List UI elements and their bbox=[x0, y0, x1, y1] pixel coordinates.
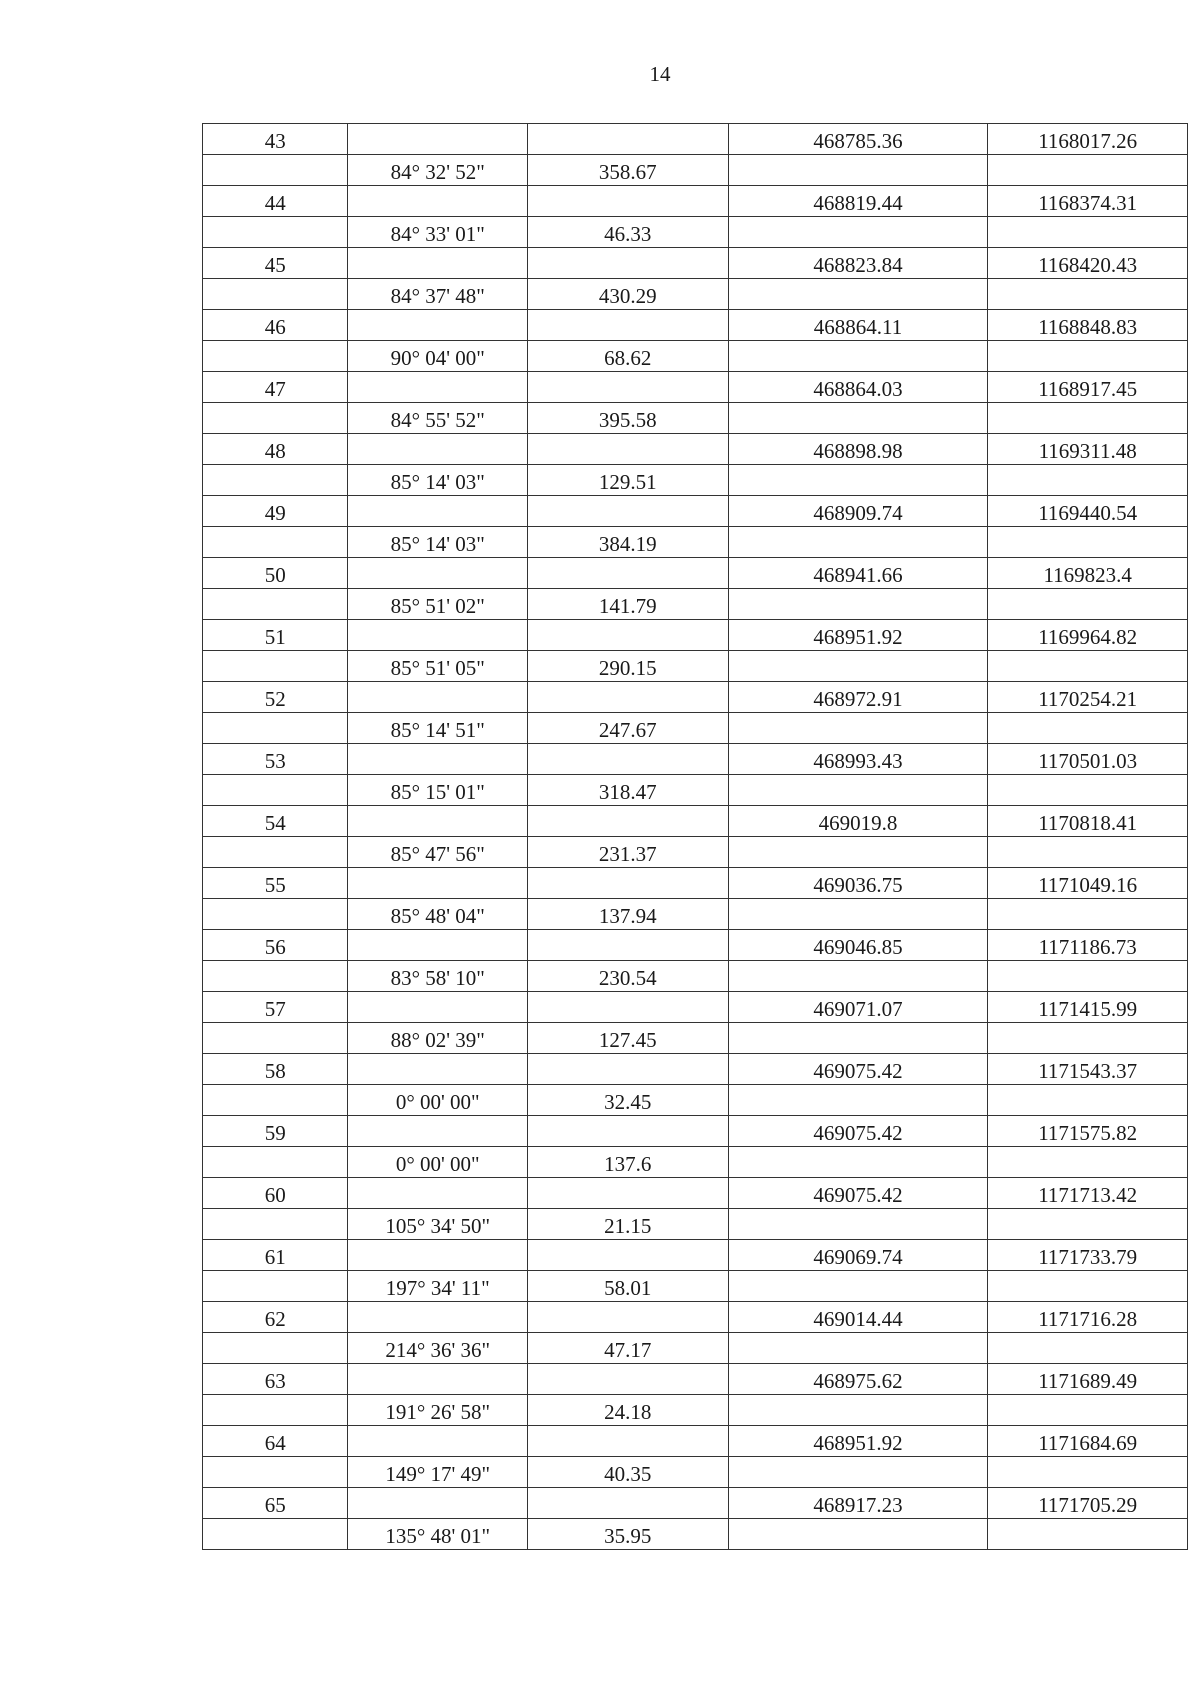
cell-bearing bbox=[348, 806, 528, 837]
segment-row bbox=[203, 1209, 1188, 1240]
cell-x bbox=[728, 1519, 988, 1550]
point-row bbox=[203, 496, 1188, 527]
cell-bearing: 0° 00' 00" bbox=[348, 1147, 528, 1178]
cell-distance bbox=[527, 1426, 728, 1457]
cell-bearing: 84° 33' 01" bbox=[348, 217, 528, 248]
cell-y bbox=[988, 651, 1188, 682]
cell-distance bbox=[527, 868, 728, 899]
cell-x bbox=[728, 651, 988, 682]
segment-row bbox=[203, 403, 1188, 434]
cell-y bbox=[988, 341, 1188, 372]
cell-point: 51 bbox=[203, 620, 348, 651]
page-number: 14 bbox=[649, 62, 671, 86]
segment-row bbox=[203, 1457, 1188, 1488]
cell-point: 43 bbox=[203, 124, 348, 155]
cell-point bbox=[203, 651, 348, 682]
cell-x: 469014.44 bbox=[728, 1302, 988, 1333]
segment-row bbox=[203, 899, 1188, 930]
cell-y: 1171705.29 bbox=[988, 1488, 1188, 1519]
cell-bearing: 85° 48' 04" bbox=[348, 899, 528, 930]
segment-row bbox=[203, 341, 1188, 372]
cell-y bbox=[988, 961, 1188, 992]
cell-x bbox=[728, 217, 988, 248]
cell-bearing bbox=[348, 744, 528, 775]
cell-y: 1171713.42 bbox=[988, 1178, 1188, 1209]
point-row bbox=[203, 682, 1188, 713]
cell-distance: 21.15 bbox=[527, 1209, 728, 1240]
cell-point bbox=[203, 279, 348, 310]
point-row bbox=[203, 744, 1188, 775]
segment-row bbox=[203, 589, 1188, 620]
cell-bearing: 84° 32' 52" bbox=[348, 155, 528, 186]
cell-bearing bbox=[348, 186, 528, 217]
cell-x bbox=[728, 527, 988, 558]
point-row bbox=[203, 1240, 1188, 1271]
cell-point bbox=[203, 1023, 348, 1054]
segment-row bbox=[203, 1085, 1188, 1116]
cell-x bbox=[728, 341, 988, 372]
cell-point: 57 bbox=[203, 992, 348, 1023]
segment-row bbox=[203, 527, 1188, 558]
cell-bearing bbox=[348, 1178, 528, 1209]
segment-row bbox=[203, 651, 1188, 682]
cell-bearing: 85° 15' 01" bbox=[348, 775, 528, 806]
cell-point bbox=[203, 527, 348, 558]
cell-bearing bbox=[348, 1488, 528, 1519]
cell-x: 469046.85 bbox=[728, 930, 988, 961]
cell-bearing bbox=[348, 248, 528, 279]
cell-x bbox=[728, 713, 988, 744]
cell-x: 469019.8 bbox=[728, 806, 988, 837]
cell-x bbox=[728, 1333, 988, 1364]
cell-x bbox=[728, 403, 988, 434]
cell-distance: 129.51 bbox=[527, 465, 728, 496]
cell-x bbox=[728, 837, 988, 868]
cell-bearing: 191° 26' 58" bbox=[348, 1395, 528, 1426]
cell-point: 54 bbox=[203, 806, 348, 837]
cell-bearing: 135° 48' 01" bbox=[348, 1519, 528, 1550]
cell-y: 1171186.73 bbox=[988, 930, 1188, 961]
cell-point bbox=[203, 837, 348, 868]
cell-distance: 58.01 bbox=[527, 1271, 728, 1302]
cell-x bbox=[728, 1023, 988, 1054]
cell-y bbox=[988, 899, 1188, 930]
cell-y: 1168017.26 bbox=[988, 124, 1188, 155]
cell-y bbox=[988, 713, 1188, 744]
segment-row bbox=[203, 1395, 1188, 1426]
cell-bearing: 0° 00' 00" bbox=[348, 1085, 528, 1116]
cell-bearing: 88° 02' 39" bbox=[348, 1023, 528, 1054]
cell-x: 468941.66 bbox=[728, 558, 988, 589]
cell-point bbox=[203, 465, 348, 496]
cell-point bbox=[203, 1333, 348, 1364]
cell-x: 468864.11 bbox=[728, 310, 988, 341]
cell-distance: 247.67 bbox=[527, 713, 728, 744]
cell-y bbox=[988, 1519, 1188, 1550]
cell-distance bbox=[527, 806, 728, 837]
cell-distance: 137.94 bbox=[527, 899, 728, 930]
cell-bearing: 214° 36' 36" bbox=[348, 1333, 528, 1364]
point-row bbox=[203, 186, 1188, 217]
point-row bbox=[203, 992, 1188, 1023]
coordinate-table-body bbox=[203, 124, 1188, 1550]
cell-distance bbox=[527, 1054, 728, 1085]
cell-x: 468951.92 bbox=[728, 1426, 988, 1457]
cell-bearing: 85° 51' 02" bbox=[348, 589, 528, 620]
cell-y bbox=[988, 1023, 1188, 1054]
cell-x: 469036.75 bbox=[728, 868, 988, 899]
point-row bbox=[203, 1302, 1188, 1333]
cell-y: 1171684.69 bbox=[988, 1426, 1188, 1457]
cell-y: 1169311.48 bbox=[988, 434, 1188, 465]
cell-bearing bbox=[348, 1364, 528, 1395]
cell-distance: 137.6 bbox=[527, 1147, 728, 1178]
point-row bbox=[203, 1054, 1188, 1085]
cell-y: 1171575.82 bbox=[988, 1116, 1188, 1147]
cell-distance: 40.35 bbox=[527, 1457, 728, 1488]
cell-distance: 384.19 bbox=[527, 527, 728, 558]
cell-y: 1169823.4 bbox=[988, 558, 1188, 589]
cell-bearing: 149° 17' 49" bbox=[348, 1457, 528, 1488]
cell-point bbox=[203, 1457, 348, 1488]
cell-x: 468909.74 bbox=[728, 496, 988, 527]
cell-distance: 127.45 bbox=[527, 1023, 728, 1054]
point-row bbox=[203, 1488, 1188, 1519]
segment-row bbox=[203, 1519, 1188, 1550]
cell-distance bbox=[527, 620, 728, 651]
cell-distance bbox=[527, 1240, 728, 1271]
cell-y bbox=[988, 155, 1188, 186]
cell-bearing bbox=[348, 620, 528, 651]
cell-point: 52 bbox=[203, 682, 348, 713]
segment-row bbox=[203, 1147, 1188, 1178]
cell-y bbox=[988, 527, 1188, 558]
cell-point: 44 bbox=[203, 186, 348, 217]
cell-y: 1171716.28 bbox=[988, 1302, 1188, 1333]
segment-row bbox=[203, 217, 1188, 248]
segment-row bbox=[203, 775, 1188, 806]
cell-y bbox=[988, 837, 1188, 868]
cell-y bbox=[988, 465, 1188, 496]
cell-bearing: 105° 34' 50" bbox=[348, 1209, 528, 1240]
cell-distance: 35.95 bbox=[527, 1519, 728, 1550]
cell-y: 1171543.37 bbox=[988, 1054, 1188, 1085]
cell-point: 49 bbox=[203, 496, 348, 527]
point-row bbox=[203, 1116, 1188, 1147]
cell-x: 469075.42 bbox=[728, 1178, 988, 1209]
cell-x bbox=[728, 899, 988, 930]
cell-point: 50 bbox=[203, 558, 348, 589]
cell-x: 468972.91 bbox=[728, 682, 988, 713]
cell-point: 63 bbox=[203, 1364, 348, 1395]
cell-y bbox=[988, 1457, 1188, 1488]
cell-y: 1169440.54 bbox=[988, 496, 1188, 527]
segment-row bbox=[203, 1333, 1188, 1364]
cell-point: 53 bbox=[203, 744, 348, 775]
cell-point: 48 bbox=[203, 434, 348, 465]
cell-x bbox=[728, 1147, 988, 1178]
cell-y bbox=[988, 775, 1188, 806]
cell-point: 64 bbox=[203, 1426, 348, 1457]
cell-y bbox=[988, 217, 1188, 248]
cell-bearing bbox=[348, 930, 528, 961]
segment-row bbox=[203, 465, 1188, 496]
cell-x: 468993.43 bbox=[728, 744, 988, 775]
cell-y: 1171415.99 bbox=[988, 992, 1188, 1023]
cell-bearing bbox=[348, 992, 528, 1023]
cell-x: 468785.36 bbox=[728, 124, 988, 155]
cell-bearing bbox=[348, 682, 528, 713]
point-row bbox=[203, 434, 1188, 465]
cell-point bbox=[203, 775, 348, 806]
cell-point: 59 bbox=[203, 1116, 348, 1147]
cell-bearing bbox=[348, 1116, 528, 1147]
cell-point bbox=[203, 589, 348, 620]
cell-point bbox=[203, 713, 348, 744]
cell-x bbox=[728, 1209, 988, 1240]
cell-x: 468917.23 bbox=[728, 1488, 988, 1519]
point-row bbox=[203, 868, 1188, 899]
coordinate-table bbox=[202, 123, 1188, 1550]
cell-bearing bbox=[348, 1302, 528, 1333]
cell-y: 1168917.45 bbox=[988, 372, 1188, 403]
cell-x: 469075.42 bbox=[728, 1116, 988, 1147]
segment-row bbox=[203, 713, 1188, 744]
cell-x bbox=[728, 1085, 988, 1116]
point-row bbox=[203, 124, 1188, 155]
cell-bearing bbox=[348, 496, 528, 527]
cell-distance bbox=[527, 992, 728, 1023]
segment-row bbox=[203, 961, 1188, 992]
cell-x: 468898.98 bbox=[728, 434, 988, 465]
cell-distance bbox=[527, 372, 728, 403]
cell-point: 62 bbox=[203, 1302, 348, 1333]
cell-bearing bbox=[348, 1426, 528, 1457]
cell-bearing bbox=[348, 310, 528, 341]
cell-point bbox=[203, 1271, 348, 1302]
cell-distance: 230.54 bbox=[527, 961, 728, 992]
cell-distance: 141.79 bbox=[527, 589, 728, 620]
cell-distance bbox=[527, 434, 728, 465]
point-row bbox=[203, 1364, 1188, 1395]
cell-y bbox=[988, 1085, 1188, 1116]
cell-point bbox=[203, 1209, 348, 1240]
cell-y bbox=[988, 1271, 1188, 1302]
cell-distance bbox=[527, 558, 728, 589]
cell-point bbox=[203, 155, 348, 186]
cell-distance bbox=[527, 682, 728, 713]
segment-row bbox=[203, 837, 1188, 868]
point-row bbox=[203, 310, 1188, 341]
cell-y: 1168420.43 bbox=[988, 248, 1188, 279]
cell-bearing: 85° 51' 05" bbox=[348, 651, 528, 682]
cell-distance: 24.18 bbox=[527, 1395, 728, 1426]
cell-y: 1170501.03 bbox=[988, 744, 1188, 775]
point-row bbox=[203, 1426, 1188, 1457]
cell-point: 55 bbox=[203, 868, 348, 899]
point-row bbox=[203, 248, 1188, 279]
cell-y: 1168374.31 bbox=[988, 186, 1188, 217]
cell-point bbox=[203, 403, 348, 434]
segment-row bbox=[203, 279, 1188, 310]
cell-bearing bbox=[348, 558, 528, 589]
cell-bearing bbox=[348, 1240, 528, 1271]
cell-bearing bbox=[348, 124, 528, 155]
cell-y: 1168848.83 bbox=[988, 310, 1188, 341]
cell-y bbox=[988, 1333, 1188, 1364]
cell-x bbox=[728, 1395, 988, 1426]
cell-y bbox=[988, 1209, 1188, 1240]
cell-y: 1170818.41 bbox=[988, 806, 1188, 837]
point-row bbox=[203, 1178, 1188, 1209]
cell-distance: 430.29 bbox=[527, 279, 728, 310]
cell-distance bbox=[527, 1178, 728, 1209]
cell-distance: 68.62 bbox=[527, 341, 728, 372]
cell-bearing: 197° 34' 11" bbox=[348, 1271, 528, 1302]
cell-y: 1171689.49 bbox=[988, 1364, 1188, 1395]
cell-x bbox=[728, 465, 988, 496]
cell-y bbox=[988, 1147, 1188, 1178]
cell-x bbox=[728, 775, 988, 806]
cell-distance bbox=[527, 1364, 728, 1395]
cell-bearing bbox=[348, 868, 528, 899]
cell-bearing: 85° 14' 03" bbox=[348, 465, 528, 496]
cell-y bbox=[988, 589, 1188, 620]
cell-y bbox=[988, 403, 1188, 434]
cell-point bbox=[203, 961, 348, 992]
cell-bearing: 84° 37' 48" bbox=[348, 279, 528, 310]
cell-distance bbox=[527, 930, 728, 961]
cell-point: 65 bbox=[203, 1488, 348, 1519]
cell-x: 468823.84 bbox=[728, 248, 988, 279]
cell-y: 1170254.21 bbox=[988, 682, 1188, 713]
cell-bearing bbox=[348, 434, 528, 465]
point-row bbox=[203, 620, 1188, 651]
cell-x: 469075.42 bbox=[728, 1054, 988, 1085]
cell-point bbox=[203, 1395, 348, 1426]
cell-y: 1171049.16 bbox=[988, 868, 1188, 899]
cell-bearing bbox=[348, 1054, 528, 1085]
cell-bearing: 85° 47' 56" bbox=[348, 837, 528, 868]
cell-y: 1171733.79 bbox=[988, 1240, 1188, 1271]
cell-distance: 47.17 bbox=[527, 1333, 728, 1364]
cell-point: 47 bbox=[203, 372, 348, 403]
cell-bearing: 83° 58' 10" bbox=[348, 961, 528, 992]
cell-distance: 395.58 bbox=[527, 403, 728, 434]
cell-distance: 46.33 bbox=[527, 217, 728, 248]
cell-distance bbox=[527, 186, 728, 217]
cell-distance: 231.37 bbox=[527, 837, 728, 868]
cell-point bbox=[203, 217, 348, 248]
cell-distance bbox=[527, 124, 728, 155]
cell-point: 45 bbox=[203, 248, 348, 279]
cell-point: 46 bbox=[203, 310, 348, 341]
cell-distance bbox=[527, 496, 728, 527]
cell-x: 468951.92 bbox=[728, 620, 988, 651]
cell-point bbox=[203, 899, 348, 930]
cell-distance bbox=[527, 310, 728, 341]
cell-x: 468975.62 bbox=[728, 1364, 988, 1395]
cell-point: 58 bbox=[203, 1054, 348, 1085]
cell-bearing: 90° 04' 00" bbox=[348, 341, 528, 372]
cell-x: 468819.44 bbox=[728, 186, 988, 217]
cell-y bbox=[988, 279, 1188, 310]
point-row bbox=[203, 558, 1188, 589]
cell-bearing: 85° 14' 51" bbox=[348, 713, 528, 744]
cell-distance: 290.15 bbox=[527, 651, 728, 682]
cell-bearing: 84° 55' 52" bbox=[348, 403, 528, 434]
cell-point bbox=[203, 1147, 348, 1178]
point-row bbox=[203, 372, 1188, 403]
cell-distance: 358.67 bbox=[527, 155, 728, 186]
cell-y bbox=[988, 1395, 1188, 1426]
segment-row bbox=[203, 1023, 1188, 1054]
segment-row bbox=[203, 155, 1188, 186]
cell-distance bbox=[527, 248, 728, 279]
cell-point: 56 bbox=[203, 930, 348, 961]
cell-distance: 32.45 bbox=[527, 1085, 728, 1116]
point-row bbox=[203, 806, 1188, 837]
cell-x bbox=[728, 1271, 988, 1302]
cell-x bbox=[728, 589, 988, 620]
cell-x bbox=[728, 155, 988, 186]
cell-x: 469071.07 bbox=[728, 992, 988, 1023]
cell-point bbox=[203, 1085, 348, 1116]
cell-point: 61 bbox=[203, 1240, 348, 1271]
cell-x: 469069.74 bbox=[728, 1240, 988, 1271]
cell-bearing bbox=[348, 372, 528, 403]
cell-point bbox=[203, 1519, 348, 1550]
cell-x bbox=[728, 1457, 988, 1488]
cell-point bbox=[203, 341, 348, 372]
cell-x bbox=[728, 961, 988, 992]
cell-distance: 318.47 bbox=[527, 775, 728, 806]
cell-point: 60 bbox=[203, 1178, 348, 1209]
cell-distance bbox=[527, 1116, 728, 1147]
cell-x: 468864.03 bbox=[728, 372, 988, 403]
cell-distance bbox=[527, 744, 728, 775]
segment-row bbox=[203, 1271, 1188, 1302]
cell-distance bbox=[527, 1302, 728, 1333]
cell-y: 1169964.82 bbox=[988, 620, 1188, 651]
cell-distance bbox=[527, 1488, 728, 1519]
point-row bbox=[203, 930, 1188, 961]
cell-bearing: 85° 14' 03" bbox=[348, 527, 528, 558]
cell-x bbox=[728, 279, 988, 310]
